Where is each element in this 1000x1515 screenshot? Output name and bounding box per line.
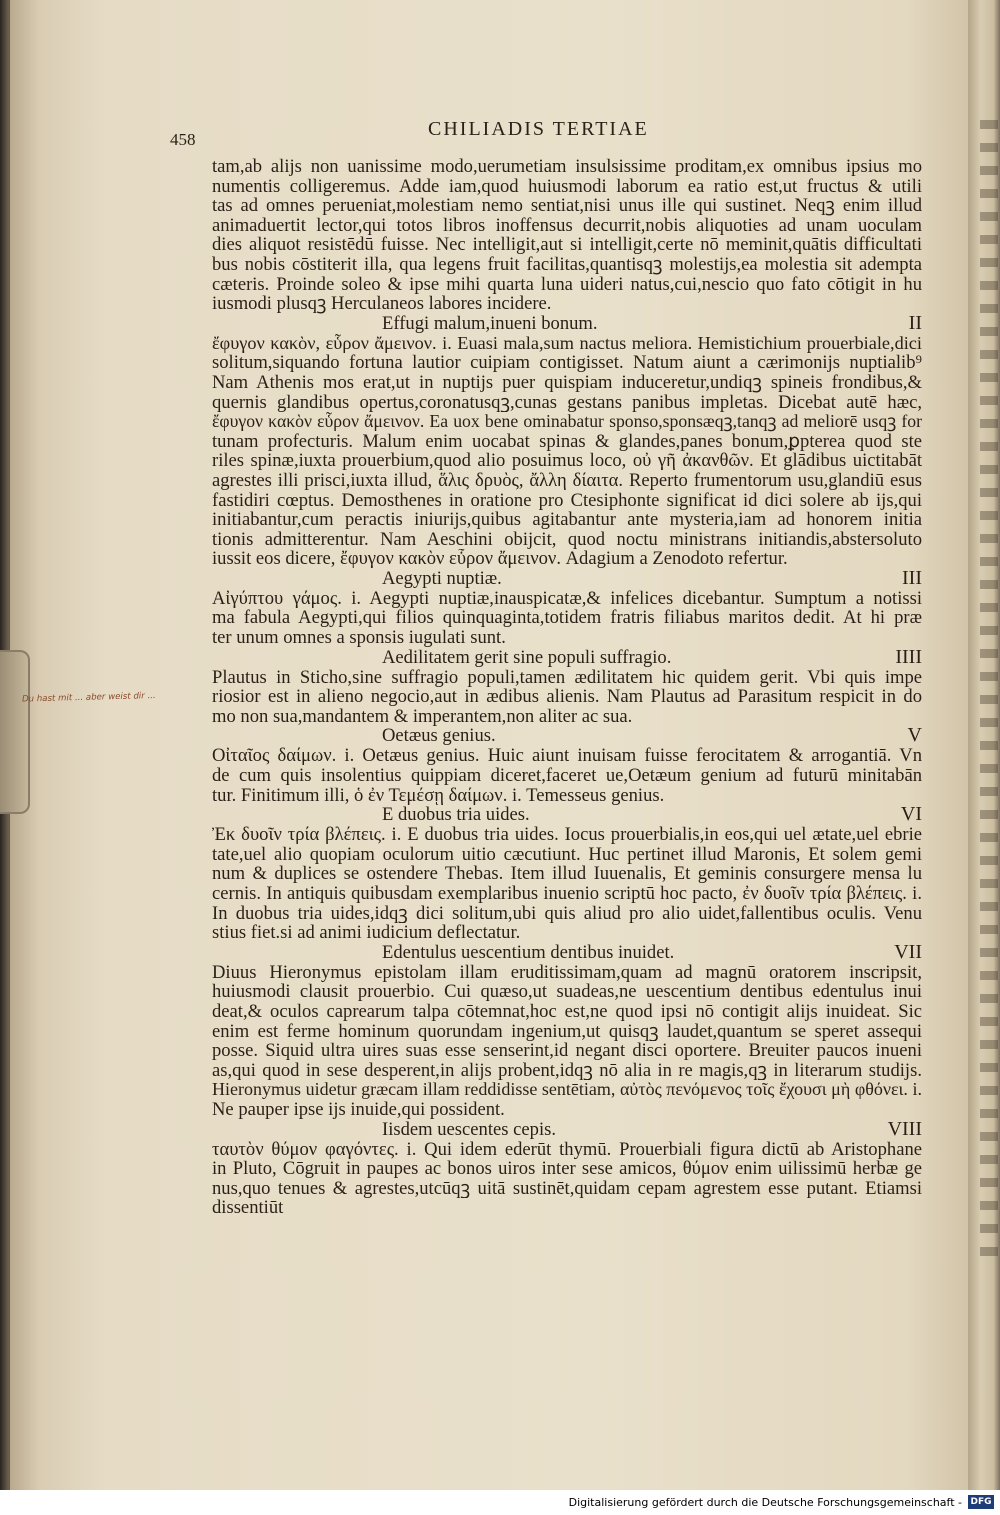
adage-heading bbox=[212, 311, 922, 334]
text-line: ἔφυγον κακὸν εὗρον ἄμεινον. Ea uox bene ominabatur sponso,sponsæqꝫ,tanqꝫ ad meliorē usqꝫ for bbox=[212, 412, 922, 432]
adage-heading bbox=[212, 566, 922, 589]
adage-number: IIII bbox=[895, 645, 922, 668]
text-line: tunam profecturis. Malum enim uocabat spinas & glandes,panes bonum,ꝑpterea quod ste bbox=[212, 431, 922, 452]
text-line: tam,ab alijs non uanissime modo,uerumetiam insulsissime proditam,ex omnibus ipsius mo bbox=[212, 157, 922, 177]
adage-number: III bbox=[902, 566, 922, 589]
text-line: mo non sua,mandantem & imperantem,non aliter ac sua. bbox=[212, 706, 633, 727]
text-line: ταυτὸν θύμον φαγόντες. i. Qui idem ederūt thymū. Prouerbiali figura dictū ab Aristophane bbox=[212, 1139, 922, 1160]
text-line: solitum,siquando fortuna lautior cuipiam contigisset. Natum aiunt a cærimonijs nuptialib⁹ bbox=[212, 353, 922, 373]
paragraph bbox=[212, 668, 922, 727]
adage-number: VIII bbox=[887, 1117, 922, 1140]
adage-title: Iisdem uescentes cepis. bbox=[382, 1118, 556, 1140]
text-line: cæteris. Proinde soleo & ipse mihi quarta luna uideri natus,cui,nescio quo fato cōtigit in hu bbox=[212, 274, 922, 295]
text-line: in Pluto, Cōgruit in paupes ac bonos uiros inter sese amicos, θύμον enim uilissimū herbæ ge bbox=[212, 1159, 922, 1179]
text-line: stius fiet.si ad animi iudicium deflectatur. bbox=[212, 923, 521, 943]
text-line: cernis. In antiquis quibusdam exemplaribus inuenio scriptū hoc pacto, ἐν δυοῖν τρία βλέπεις. i. bbox=[212, 884, 922, 904]
adage-heading bbox=[212, 940, 922, 963]
text-line: tur. Finitimum illi, ὁ ἐν Τεμέσῃ δαίμων. i. Temesseus genius. bbox=[212, 785, 665, 806]
text-line: enim est ferme hominum quorundam ingenium,ut quisqꝫ laudet,quantum se speret assequi bbox=[212, 1021, 922, 1042]
adage-title: Effugi malum,inueni bonum. bbox=[382, 312, 598, 334]
paragraph bbox=[212, 746, 922, 805]
text-line: riles spinæ,iuxta prouerbium,quod alio posuimus loco, οὐ γῆ ἀκανθῶν. Et glādibus uictitabāt bbox=[212, 451, 922, 471]
dfg-logo-icon: DFG bbox=[968, 1495, 994, 1509]
paragraph bbox=[212, 589, 922, 648]
text-line: Αἰγύπτου γάμος. i. Aegypti nuptiæ,inauspicatæ,& infelices dicebantur. Sumptum a notissi bbox=[212, 588, 922, 609]
text-line: Ne pauper ipse ijs inuide,qui possident. bbox=[212, 1099, 505, 1120]
adage-heading bbox=[212, 805, 922, 825]
text-line: tionis admitterentur. Nam Aeschini obijcit, quod noctu ministrans initiandis,abstersoluto bbox=[212, 529, 922, 550]
book-clamp bbox=[0, 650, 30, 814]
adage-heading bbox=[212, 645, 922, 668]
text-line: Plautus in Sticho,sine suffragio populi,tamen ædilitatem hic quidem gerit. Vbi quis impe bbox=[212, 667, 922, 688]
text-line: animaduertit lector,qui totos libros inoffensus decurrit,nobis aliquoties ad unam uoculam bbox=[212, 215, 922, 236]
text-line: In duobus tria uides,idqꝫ dici solitum,ubi quis aliud pro alio uidet,fallentibus oculis. Venu bbox=[212, 903, 922, 924]
text-line: iussit eos dicere, ἔφυγον κακὸν εὗρον ἄμεινον. Adagium a Zenodoto refertur. bbox=[212, 549, 788, 569]
text-line: Hieronymus uidetur græcam illam reddidisse sentētiam, αὐτὸς πενόμενος τοῖς ἔχουσι μὴ φθόνει. i. bbox=[212, 1080, 922, 1100]
text-line: dies aliquot resistēdū fuisse. Nec intelligit,aut si intelligit,certe nō meminit,quātis difficultati bbox=[212, 235, 922, 255]
text-line: as,qui quod in sese desperent,in alijs probent,idqꝫ nō alia in re magis,qꝫ in literarum studijs. bbox=[212, 1060, 922, 1081]
text-line: ter unum omnes a sponsis iugulati sunt. bbox=[212, 628, 506, 648]
adage-title: Oetæus genius. bbox=[382, 725, 496, 747]
text-line: fastidiri cœptus. Demosthenes in oratione pro Ctesiphonte significat id dici solere ab ijs,qui bbox=[212, 490, 922, 511]
handwritten-marginal-note: Du hast mit ... aber weist dir ... bbox=[21, 690, 156, 705]
text-line: Nam Athenis mos erat,ut in nuptijs puer quispiam induceretur,undiqꝫ spineis frondibus,& bbox=[212, 372, 922, 393]
digitization-footer bbox=[0, 1490, 1000, 1515]
adage-number: VII bbox=[894, 940, 922, 963]
text-line: quernis glandibus opertus,coronatusqꝫ,cunas gestans panibus impletas. Dicebat autē hæc, bbox=[212, 392, 922, 413]
page-number: 458 bbox=[170, 130, 196, 149]
text-line: dissentiūt bbox=[212, 1198, 284, 1218]
running-head: CHILIADIS TERTIAE bbox=[428, 118, 649, 140]
adage-title: Aegypti nuptiæ. bbox=[382, 567, 502, 589]
paragraph bbox=[212, 157, 922, 314]
adage-title: Aedilitatem gerit sine populi suffragio. bbox=[382, 646, 672, 668]
text-line: huiusmodi clausit prouerbio. Cui quæso,ut suadeas,ne uescentium dentibus edentulus inui bbox=[212, 982, 922, 1002]
adage-heading bbox=[212, 1117, 922, 1140]
text-line: posse. Siquid ultra uires suas esse senserint,id negant disci oportere. Breuiter paucos inueni bbox=[212, 1041, 922, 1061]
adage-number: VI bbox=[900, 803, 922, 826]
text-line: bus nobis cōstiterit illa, qua legens fruit facilitas,quantisqꝫ molestijs,ea molestia sit adempta bbox=[212, 254, 922, 275]
body-text bbox=[212, 157, 922, 1218]
next-page-edge bbox=[968, 0, 1000, 1490]
paragraph bbox=[212, 825, 922, 943]
text-line: de cum quis insolentius quippiam diceret,faceret ue,Oetæum genium ad futurū minitabān bbox=[212, 766, 922, 786]
text-line: numentis colligeremus. Adde iam,quod huiusmodi laborum ea ratio est,ut fructus & utili bbox=[212, 176, 922, 197]
adage-title: Edentulus uescentium dentibus inuidet. bbox=[382, 941, 675, 963]
adage-number: II bbox=[908, 311, 922, 334]
adage-heading bbox=[212, 726, 922, 746]
paragraph bbox=[212, 334, 922, 569]
text-line: riosior est in alieno negocio,aut in ædibus alienis. Nam Plautus ad Parasitum respicit in do bbox=[212, 687, 922, 707]
adage-title: E duobus tria uides. bbox=[382, 804, 530, 826]
text-line: iusmodi plusqꝫ Herculaneos labores incidere. bbox=[212, 294, 552, 314]
text-line: tas ad omnes perueniat,molestiam nemo sentiat,nisi unus ille qui sustinet. Neqꝫ enim illud bbox=[212, 196, 922, 216]
text-line: deat,& oculos caprearum talpa cōtemnat,hoc est,ne quod ipsi nō contigit alijs inuideat. Sic bbox=[212, 1001, 922, 1022]
text-line: Diuus Hieronymus epistolam illam eruditissimam,quam ad magnū oratorem inscripsit, bbox=[212, 962, 922, 983]
funding-credit: Digitalisierung gefördert durch die Deutsche Forschungsgemeinschaft - bbox=[568, 1496, 962, 1509]
text-line: ἔφυγον κακὸν, εὗρον ἄμεινον. i. Euasi mala,sum nactus meliora. Hemistichium prouerbiale,dici bbox=[212, 333, 922, 353]
text-line: tate,uel alio quopiam oculorum uitio cæcutiunt. Huc pertinet illud Maronis, Et solem gemi bbox=[212, 844, 922, 865]
text-line: agrestes illi prisci,iuxta illud, ἅλις δρυὸς, ἄλλη δίαιτα. Reperto frumentorum usu,glandiū esus bbox=[212, 470, 922, 491]
text-line: ma fabula Aegypti,qui filios quinquaginta,totidem fratris filiabus maritos dedit. At hi præ bbox=[212, 608, 922, 629]
text-line: num & duplices se ostendere Thebas. Item illud Iuuenalis, Et geminis consurgere mensa lu bbox=[212, 864, 922, 884]
paragraph bbox=[212, 963, 922, 1120]
text-line: initiabantur,cum peractis iniurijs,quibus agitabantur ante mysteria,iam ad honorem initia bbox=[212, 510, 922, 530]
paragraph bbox=[212, 1140, 922, 1218]
next-page-text-shadow bbox=[980, 120, 998, 1270]
text-line: Οἰταῖος δαίμων. i. Oetæus genius. Huic aiunt inuisam fuisse ferocitatem & arrogantiā. Vn bbox=[212, 746, 922, 767]
text-line: nus,quo tenues & agrestes,utcūqꝫ uitā sustinēt,quidam cepam agrestem esse putant. Etiamsi bbox=[212, 1178, 922, 1199]
adage-number: V bbox=[907, 724, 922, 747]
text-line: Ἐκ δυοῖν τρία βλέπεις. i. E duobus tria uides. Iocus prouerbialis,in eos,qui uel ætate,uel ebrie bbox=[212, 825, 922, 845]
